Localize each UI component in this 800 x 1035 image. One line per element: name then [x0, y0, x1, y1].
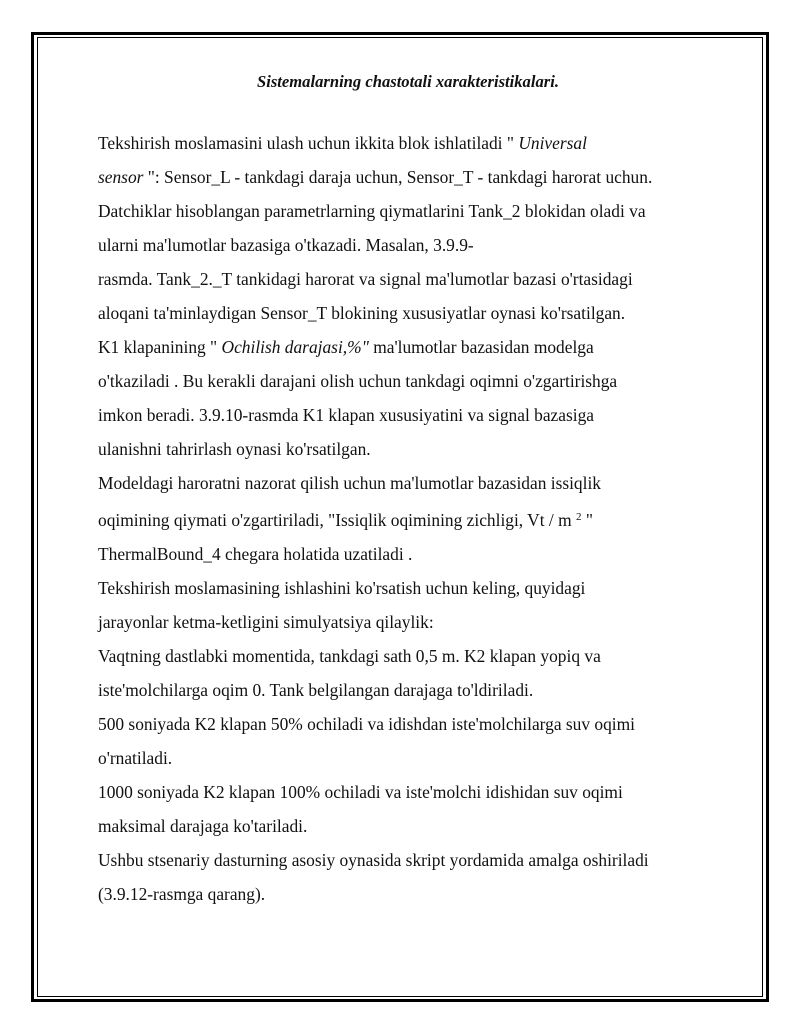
text-line: Ushbu stsenariy dasturning asosiy oynasida skript yordamida amalga oshiriladi [98, 850, 649, 870]
text-line: jarayonlar ketma-ketligini simulyatsiya qilaylik: [98, 612, 434, 632]
text-line: Tekshirish moslamasining ishlashini ko'rsatish uchun keling, quyidagi [98, 578, 586, 598]
document-title: Sistemalarning chastotali xarakteristikalari. [257, 72, 559, 91]
text-line: iste'molchilarga oqim 0. Tank belgilangan darajaga to'ldiriladi. [98, 680, 534, 700]
text-line: ulanishni tahrirlash oynasi ko'rsatilgan. [98, 439, 371, 459]
text-line: ThermalBound_4 chegara holatida uzatiladi . [98, 544, 413, 564]
text-line: (3.9.12-rasmga qarang). [98, 884, 266, 904]
text-line: 500 soniyada K2 klapan 50% ochiladi va idishdan iste'molchilarga suv oqimi [98, 714, 635, 734]
text-line: imkon beradi. 3.9.10-rasmda K1 klapan xususiyatini va signal bazasiga [98, 405, 594, 425]
body-text [98, 126, 738, 911]
text-line: oqimining qiymati o'zgartiriladi, "Issiqlik oqimining zichligi, Vt / m $^2$ " [98, 510, 593, 530]
text-line: Tekshirish moslamasini ulash uchun ikkita blok ishlatiladi " Universal [98, 133, 587, 153]
text-line: o'rnatiladi. [98, 748, 173, 768]
superscript: 2 [575, 511, 582, 523]
text-line: o'tkaziladi . Bu kerakli darajani olish uchun tankdagi oqimni o'zgartirishga [98, 371, 618, 391]
document-body [98, 70, 738, 911]
text-line: ularni ma'lumotlar bazasiga o'tkazadi. Masalan, 3.9.9- [98, 235, 474, 255]
text-line: 1000 soniyada K2 klapan 100% ochiladi va iste'molchi idishidan suv oqimi [98, 782, 623, 802]
text-line: sensor ": Sensor_L - tankdagi daraja uchun, Sensor_T - tankdagi harorat uchun. [98, 167, 653, 187]
text-line: maksimal darajaga ko'tariladi. [98, 816, 308, 836]
text-line: Datchiklar hisoblangan parametrlarning qiymatlarini Tank_2 blokidan oladi va [98, 201, 646, 221]
text-line: K1 klapanining " Ochilish darajasi,%" ma'lumotlar bazasidan modelga [98, 337, 594, 357]
text-line: Vaqtning dastlabki momentida, tankdagi sath 0,5 m. K2 klapan yopiq va [98, 646, 601, 666]
text-line: aloqani ta'minlaydigan Sensor_T blokining xususiyatlar oynasi ko'rsatilgan. [98, 303, 626, 323]
text-line: rasmda. Tank_2._T tankidagi harorat va signal ma'lumotlar bazasi o'rtasidagi [98, 269, 633, 289]
text-line: Modeldagi haroratni nazorat qilish uchun ma'lumotlar bazasidan issiqlik [98, 473, 601, 493]
